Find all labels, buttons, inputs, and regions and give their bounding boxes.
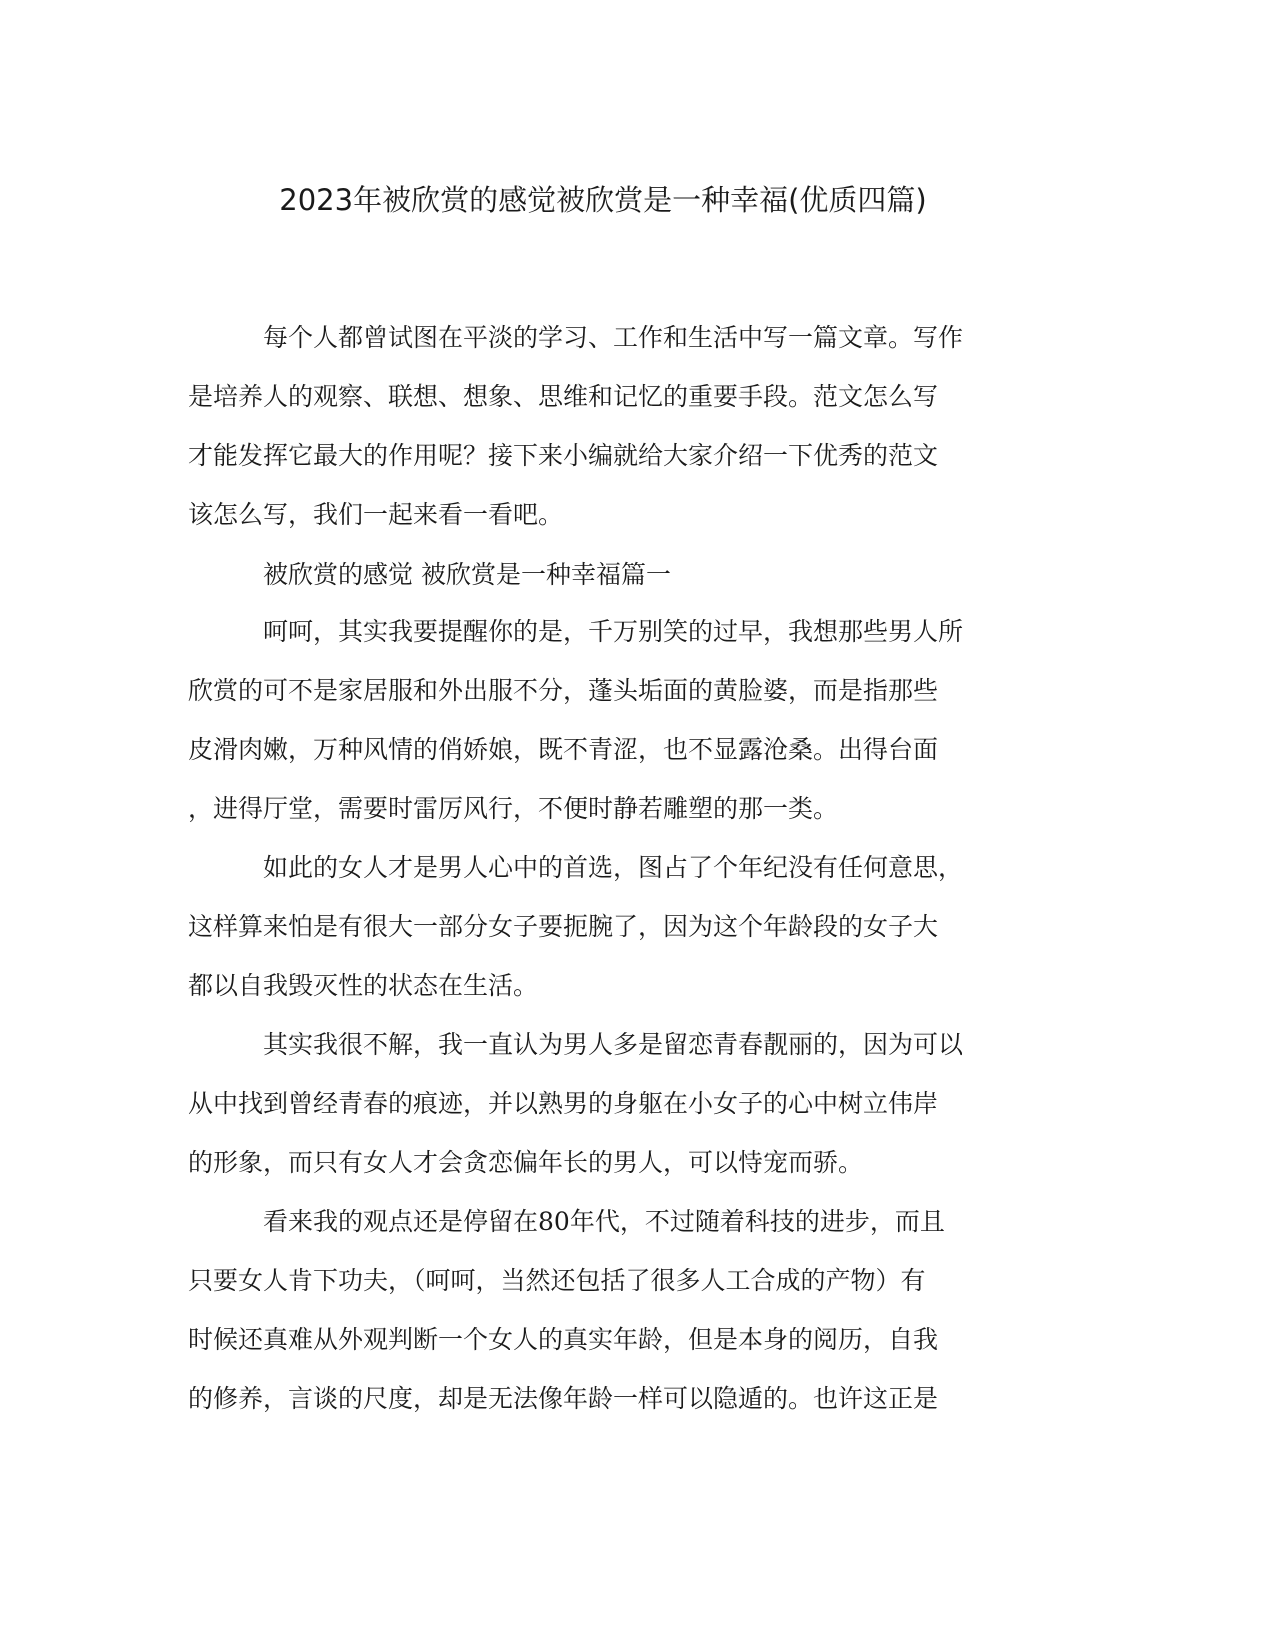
- paragraph-line: 呵呵，其实我要提醒你的是，千万别笑的过早，我想那些男人所: [263, 617, 964, 646]
- paragraph-line: 每个人都曾试图在平淡的学习、工作和生活中写一篇文章。写作: [263, 323, 964, 352]
- document-title: 2023年被欣赏的感觉被欣赏是一种幸福(优质四篇): [279, 183, 927, 217]
- paragraph-line: 都以自我毁灭性的状态在生活。: [188, 971, 539, 1000]
- paragraph-line: 看来我的观点还是停留在80年代，不过随着科技的进步，而且: [263, 1207, 945, 1236]
- paragraph-line: 时候还真难从外观判断一个女人的真实年龄，但是本身的阅历，自我: [188, 1325, 939, 1354]
- paragraph-line: 是培养人的观察、联想、想象、思维和记忆的重要手段。范文怎么写: [188, 382, 939, 411]
- paragraph-line: 只要女人肯下功夫，（呵呵，当然还包括了很多人工合成的产物）有: [188, 1266, 926, 1295]
- paragraph-line: 其实我很不解，我一直认为男人多是留恋青春靓丽的，因为可以: [263, 1030, 964, 1059]
- paragraph-line: 的形象，而只有女人才会贪恋偏年长的男人，可以恃宠而骄。: [188, 1148, 864, 1177]
- paragraph-line: 如此的女人才是男人心中的首选，图占了个年纪没有任何意思，: [263, 853, 964, 882]
- paragraph-line: 的修养，言谈的尺度，却是无法像年龄一样可以隐遁的。也许这正是: [188, 1384, 939, 1413]
- paragraph-line: 皮滑肉嫩，万种风情的俏娇娘，既不青涩，也不显露沧桑。出得台面: [188, 735, 939, 764]
- paragraph-line: 从中找到曾经青春的痕迹，并以熟男的身躯在小女子的心中树立伟岸: [188, 1089, 939, 1118]
- paragraph-line: 欣赏的可不是家居服和外出服不分，蓬头垢面的黄脸婆，而是指那些: [188, 676, 939, 705]
- paragraph-line: 才能发挥它最大的作用呢？接下来小编就给大家介绍一下优秀的范文: [188, 441, 939, 470]
- paragraph-line: ，进得厅堂，需要时雷厉风行，不便时静若雕塑的那一类。: [188, 794, 839, 823]
- paragraph-line: 该怎么写，我们一起来看一看吧。: [188, 500, 564, 529]
- section-heading: 被欣赏的感觉 被欣赏是一种幸福篇一: [263, 560, 671, 589]
- paragraph-line: 这样算来怕是有很大一部分女子要扼腕了，因为这个年龄段的女子大: [188, 912, 939, 941]
